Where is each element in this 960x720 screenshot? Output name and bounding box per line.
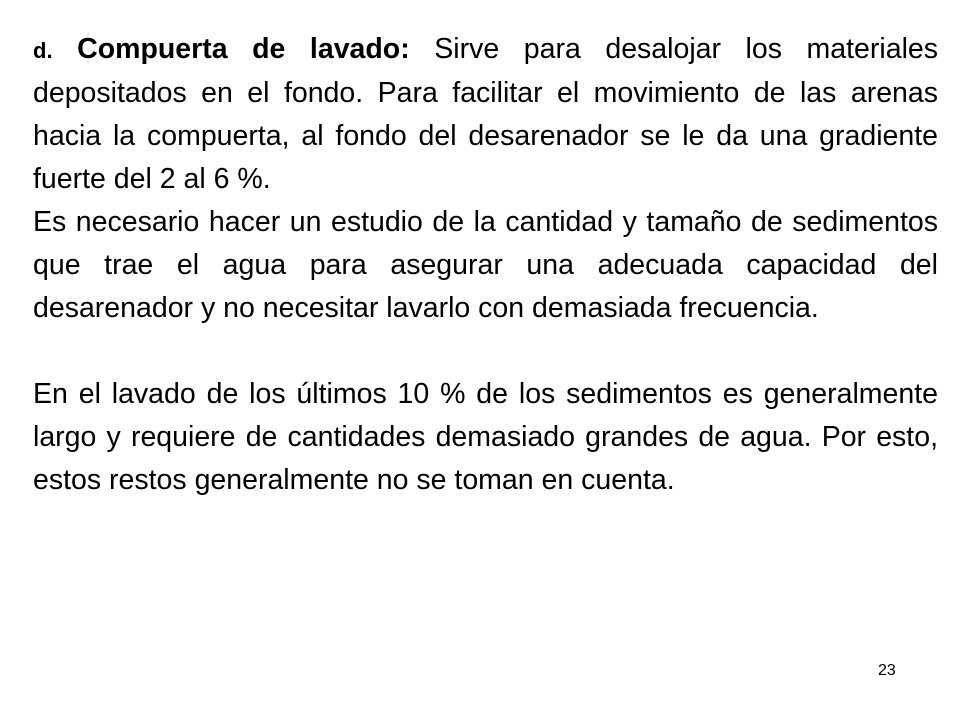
section-d-paragraph — [33, 28, 938, 201]
page-number: 23 — [878, 662, 896, 679]
body-paragraph-3: En el lavado de los últimos 10 % de los sedimentos es generalmente largo y requiere de cantidades demasiado grandes de agua. Por esto, estos restos generalmente no se toman en cuenta. — [33, 378, 938, 496]
paragraph-spacer — [33, 330, 938, 373]
section-d-text: Sirve para desalojar los materiales depositados en el fondo. Para facilitar el movimiento de las arenas hacia la compuerta, al fondo del desarenador se le da una gradiente fuerte del 2 al 6 %. — [33, 33, 939, 195]
section-d-letter: d. — [33, 38, 53, 63]
body-paragraph-2: Es necesario hacer un estudio de la cantidad y tamaño de sedimentos que trae el agua para asegurar una adecuada capacidad del desarenador y no necesitar lavarlo con demasiada frecuencia. — [33, 206, 938, 324]
section-d-title: Compuerta de lavado: — [77, 33, 410, 65]
document-body — [33, 28, 938, 502]
